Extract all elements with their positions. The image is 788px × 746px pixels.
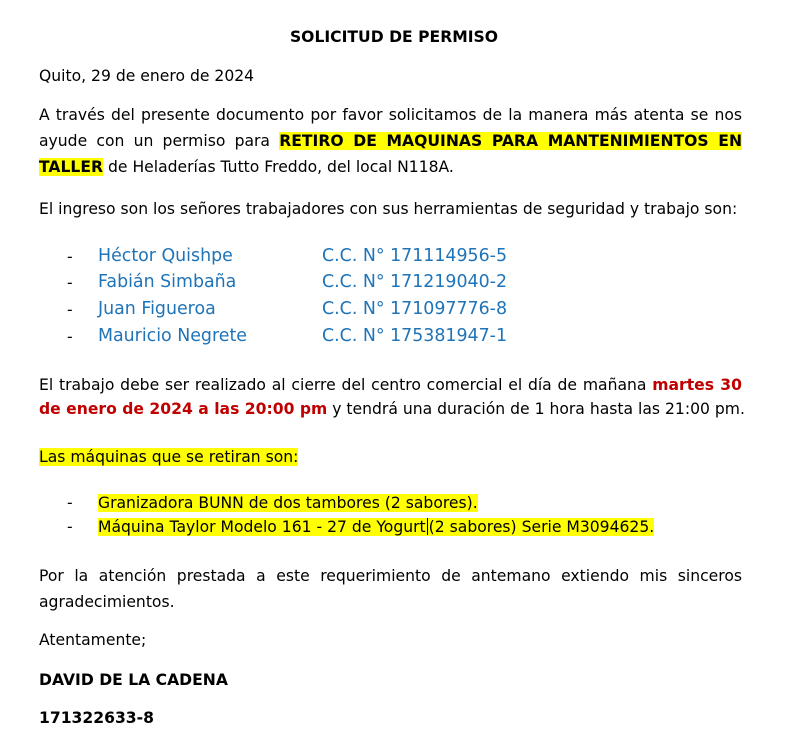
workers-intro: El ingreso son los señores trabajadores con sus herramientas de seguridad y trabajo son: <box>39 200 738 218</box>
intro-highlight-request: RETIRO DE MAQUINAS PARA MANTENIMIENTOS EN <box>279 132 742 150</box>
closing-line-2: agradecimientos. <box>39 593 175 611</box>
schedule-line-2-suffix: y tendrá una duración de 1 hora hasta las 21:00 pm. <box>332 400 745 418</box>
list-bullet: - <box>67 301 73 319</box>
text-cursor <box>427 518 428 535</box>
machine-item <box>98 492 478 514</box>
worker-id: C.C. N° 175381947-1 <box>322 326 508 346</box>
list-bullet: - <box>67 274 73 292</box>
intro-highlight-taller: TALLER <box>39 158 104 176</box>
list-bullet: - <box>67 248 73 266</box>
intro-line-2-prefix: ayude con un permiso para <box>39 132 270 150</box>
machines-intro <box>39 446 298 468</box>
schedule-line-2 <box>39 398 745 420</box>
machines-intro-text: Las máquinas que se retiran son: <box>39 448 299 466</box>
signer-id: 171322633-8 <box>39 709 154 727</box>
worker-name: Fabián Simbaña <box>98 272 237 292</box>
worker-id: C.C. N° 171114956-5 <box>322 246 508 266</box>
list-bullet: - <box>67 518 73 536</box>
worker-name: Juan Figueroa <box>98 299 216 319</box>
worker-name: Mauricio Negrete <box>98 326 247 346</box>
schedule-line-1 <box>39 374 742 396</box>
intro-line-1: A través del presente documento por favor solicitamos de la manera más atenta se nos <box>39 106 742 124</box>
machine-item-text: Granizadora BUNN de dos tambores (2 sabores). <box>98 494 478 512</box>
schedule-line-1-prefix: El trabajo debe ser realizado al cierre del centro comercial el día de mañana <box>39 376 647 394</box>
list-bullet: - <box>67 328 73 346</box>
machine-item-text-after-cursor: (2 sabores) Serie M3094625. <box>428 518 655 536</box>
machine-item-text <box>98 518 654 536</box>
signer-name: DAVID DE LA CADENA <box>39 671 228 689</box>
worker-id: C.C. N° 171219040-2 <box>322 272 508 292</box>
machine-item <box>98 516 654 538</box>
schedule-date-red-2: de enero de 2024 a las 20:00 pm <box>39 400 328 418</box>
intro-line-3-suffix: de Heladerías Tutto Freddo, del local N118A. <box>108 158 454 176</box>
place-date: Quito, 29 de enero de 2024 <box>39 67 255 85</box>
document-title: SOLICITUD DE PERMISO <box>289 28 499 46</box>
intro-line-2 <box>39 130 742 152</box>
intro-line-3 <box>39 156 454 178</box>
worker-id: C.C. N° 171097776-8 <box>322 299 508 319</box>
regards: Atentamente; <box>39 631 147 649</box>
machine-item-text-before-cursor: Máquina Taylor Modelo 161 - 27 de Yogurt <box>98 518 426 536</box>
closing-line-1: Por la atención prestada a este requerimiento de antemano extiendo mis sinceros <box>39 567 742 585</box>
worker-name: Héctor Quishpe <box>98 246 233 266</box>
schedule-date-red-1: martes 30 <box>652 376 742 394</box>
list-bullet: - <box>67 494 73 512</box>
